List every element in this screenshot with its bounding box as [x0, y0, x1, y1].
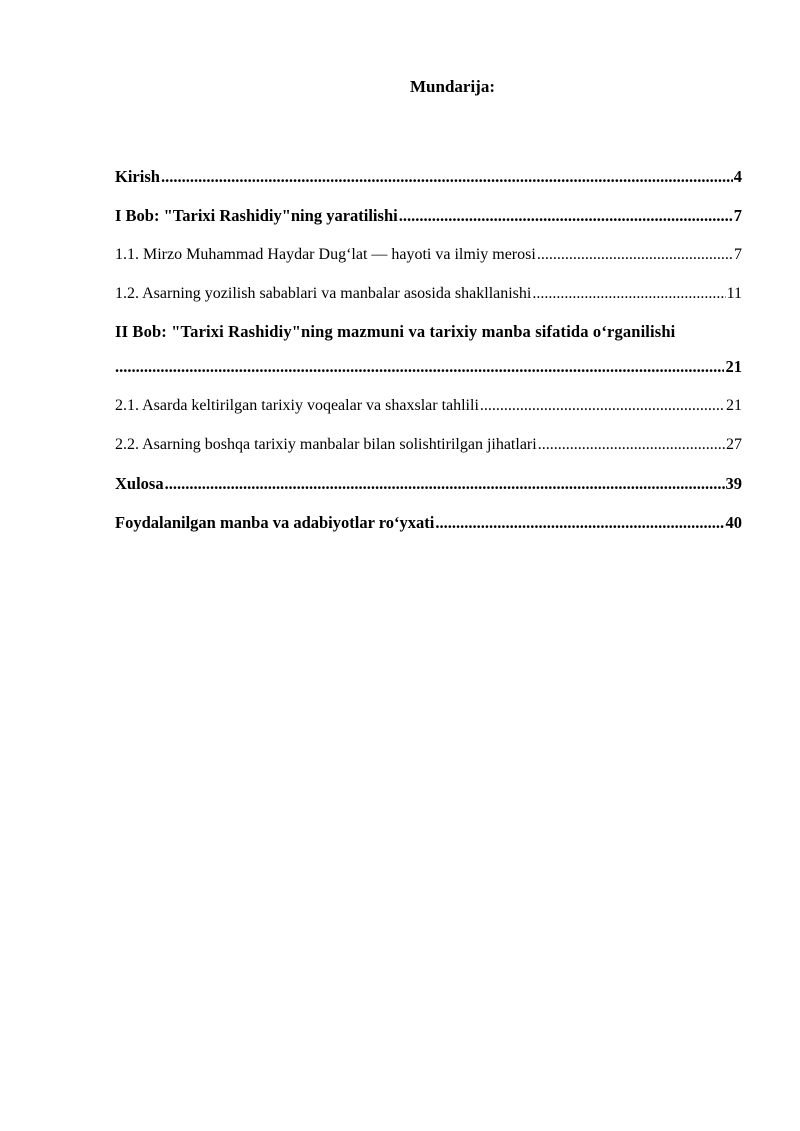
toc-entry-label: 1.2. Asarning yozilish sabablari va manbalar asosida shakllanishi — [115, 285, 532, 302]
toc-page-number: 21 — [725, 357, 742, 376]
toc-entry-xulosa[interactable] — [115, 473, 742, 495]
toc-page-number: 4 — [733, 167, 742, 186]
toc-entry-label: 2.1. Asarda keltirilgan tarixiy voqealar va shaxslar tahlili — [115, 397, 479, 414]
toc-entry-label: Foydalanilgan manba va adabiyotlar ro‘yxati — [115, 513, 435, 532]
toc-entry-kirish[interactable] — [115, 166, 742, 188]
table-of-contents — [115, 166, 742, 534]
toc-dot-leader — [480, 395, 725, 417]
toc-entry-label: 1.1. Mirzo Muhammad Haydar Dug‘lat — hayoti va ilmiy merosi — [115, 246, 536, 263]
toc-dot-leader — [165, 473, 725, 495]
toc-dot-leader — [435, 512, 724, 534]
toc-title: Mundarija: — [410, 77, 495, 96]
toc-page-number: 7 — [734, 246, 742, 263]
toc-entry-label: I Bob: "Tarixi Rashidiy"ning yaratilishi — [115, 206, 398, 225]
toc-page-number: 39 — [725, 474, 742, 493]
toc-entry-section-1-1[interactable] — [115, 244, 742, 266]
toc-entry-label: Xulosa — [115, 474, 164, 493]
toc-dot-leader — [532, 283, 725, 305]
toc-entry-section-2-2[interactable] — [115, 434, 742, 456]
toc-entry-label: II Bob: "Tarixi Rashidiy"ning mazmuni va tarixiy manba sifatida o‘rganilishi — [115, 322, 676, 341]
toc-dot-leader — [538, 434, 725, 456]
toc-entry-chapter-1[interactable] — [115, 205, 742, 227]
toc-entry-label: Kirish — [115, 167, 160, 186]
toc-page-number: 7 — [733, 206, 742, 225]
toc-dot-leader — [537, 244, 733, 266]
toc-page-number: 11 — [726, 285, 742, 302]
toc-dot-leader — [115, 356, 724, 378]
toc-entry-label: 2.2. Asarning boshqa tarixiy manbalar bilan solishtirilgan jihatlari — [115, 436, 537, 453]
toc-entry-section-2-1[interactable] — [115, 395, 742, 417]
toc-page-number: 21 — [726, 397, 742, 414]
toc-page-number: 40 — [725, 513, 742, 532]
toc-entry-references[interactable] — [115, 512, 742, 534]
toc-dot-leader — [399, 205, 733, 227]
toc-dot-leader — [161, 166, 733, 188]
toc-page-number: 27 — [726, 436, 742, 453]
toc-entry-section-1-2[interactable] — [115, 283, 742, 305]
toc-entry-chapter-2[interactable] — [115, 321, 742, 378]
toc-leader-row — [115, 356, 742, 378]
